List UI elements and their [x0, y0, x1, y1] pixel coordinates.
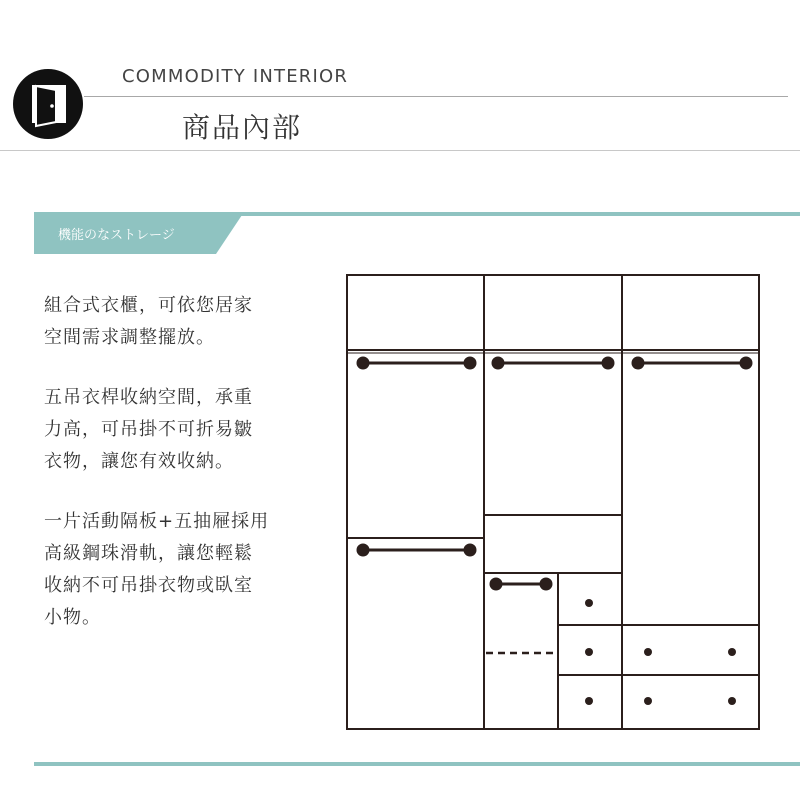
hanging-rod-icon [358, 545, 475, 555]
description-line: 力高，可吊掛不可折易皺 [44, 419, 253, 440]
header-title-en: COMMODITY INTERIOR [122, 66, 349, 87]
description-line: 五吊衣桿收納空間，承重 [44, 387, 253, 408]
footer-divider [34, 762, 800, 766]
section-label: 機能のなストレージ [58, 228, 175, 243]
description-line: 小物。 [44, 607, 101, 628]
description-line: 收納不可吊掛衣物或臥室 [44, 575, 253, 596]
drawer-knob-icon [644, 697, 652, 705]
drawer-knob-icon [585, 599, 593, 607]
hanging-rod-icon [358, 358, 475, 368]
drawer-knob-icon [728, 697, 736, 705]
door-icon [12, 68, 84, 140]
description-line: 高級鋼珠滑軌，讓您輕鬆 [44, 543, 253, 564]
header-title-zh: 商品內部 [182, 111, 303, 144]
description-line: 衣物，讓您有效收納。 [44, 451, 234, 472]
header-bottom-divider [0, 150, 800, 151]
wardrobe-frame [347, 275, 759, 729]
drawer-knob-icon [585, 697, 593, 705]
description-line: 空間需求調整擺放。 [44, 327, 215, 348]
description-paragraph [44, 382, 314, 478]
drawer-knob-icon [644, 648, 652, 656]
hanging-rod-icon [491, 579, 551, 589]
description-line: 一片活動隔板+五抽屜採用 [44, 511, 270, 532]
hanging-rod-icon [633, 358, 751, 368]
description [44, 290, 314, 662]
description-line: 組合式衣櫃，可依您居家 [44, 295, 253, 316]
description-paragraph [44, 506, 314, 634]
wardrobe-diagram [340, 268, 766, 738]
drawer-knob-icon [585, 648, 593, 656]
header-divider [84, 96, 788, 97]
drawer-knob-icon [728, 648, 736, 656]
description-paragraph [44, 290, 314, 354]
hanging-rod-icon [493, 358, 613, 368]
